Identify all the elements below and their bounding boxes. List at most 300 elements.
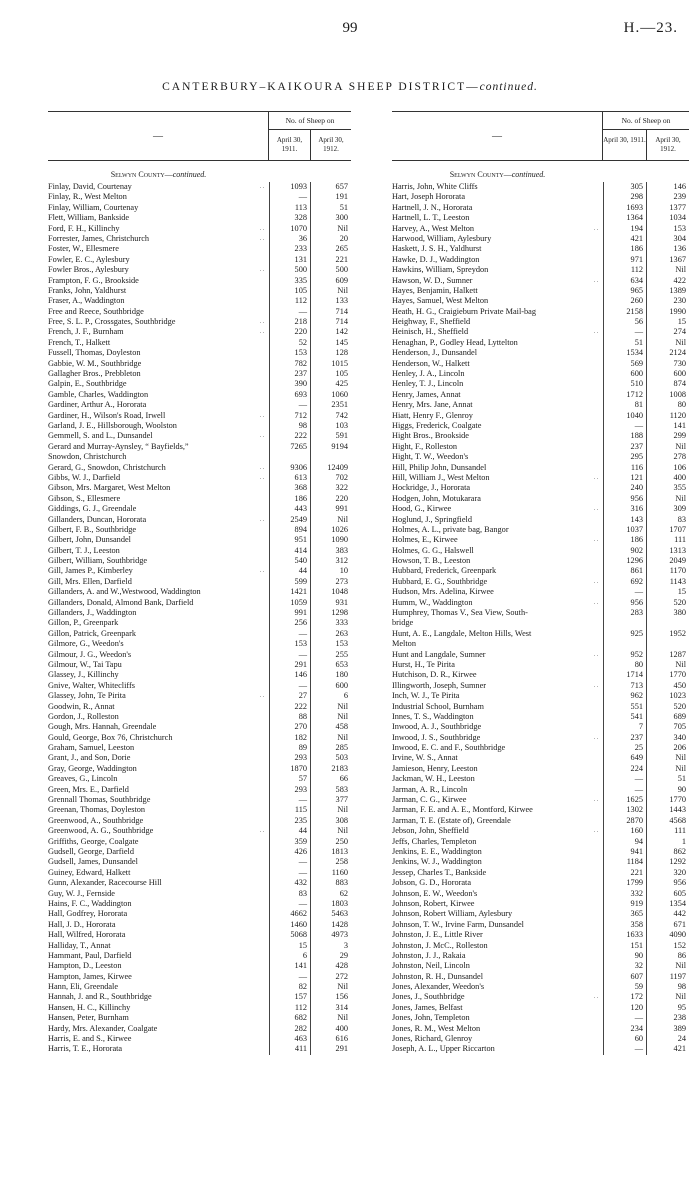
table-row	[48, 390, 351, 400]
sheep-1911: —	[603, 1013, 646, 1023]
table-row	[48, 1013, 351, 1023]
leader-dots	[589, 566, 603, 576]
sheep-1912: 66	[310, 774, 351, 784]
table-row	[48, 452, 351, 462]
sheep-1911: —	[603, 785, 646, 795]
leader-dots	[255, 203, 269, 213]
sheep-1912: 1803	[310, 899, 351, 909]
table-row	[392, 390, 689, 400]
table-row	[392, 577, 689, 587]
table-row	[48, 733, 351, 743]
leader-dots	[255, 452, 269, 462]
entry-name: Hawke, D. J., Waddington	[392, 254, 480, 264]
leader-dots	[589, 411, 603, 421]
sheep-1912: 103	[310, 421, 351, 431]
sheep-1911: 613	[269, 473, 310, 483]
sheep-1911: 80	[603, 660, 646, 670]
sheep-1912: 380	[646, 608, 689, 618]
leader-dots: . .	[593, 578, 599, 585]
sheep-1912: Nil	[310, 1013, 351, 1023]
leader-dots	[255, 442, 269, 452]
sheep-1911: 634	[603, 276, 646, 286]
sheep-1911: 305	[603, 182, 646, 192]
sheep-1912: 702	[310, 473, 351, 483]
sheep-1911: 157	[269, 992, 310, 1002]
sheep-1912: 309	[646, 504, 689, 514]
sheep-1912: 12409	[310, 463, 351, 473]
entry-name: Guiney, Edward, Halkett	[48, 867, 131, 877]
table-header	[392, 111, 689, 161]
leader-dots: . .	[593, 277, 599, 284]
entry-name: Inwood, J. S., Southbridge	[392, 732, 481, 742]
entry-name: Gilmour, J. G., Weedon's	[48, 649, 132, 659]
sheep-1911: 291	[269, 660, 310, 670]
entry-name: Harwood, William, Aylesbury	[392, 233, 492, 243]
entry-name: Johnson, T. W., Irvine Farm, Dunsandel	[392, 919, 524, 929]
table-row	[392, 992, 689, 1002]
leader-dots	[589, 525, 603, 535]
sheep-1912: 1292	[646, 857, 689, 867]
table-row	[392, 265, 689, 275]
entry-name: Joseph, A. L., Upper Riccarton	[392, 1044, 495, 1054]
entry-name: Fussell, Thomas, Doyleston	[48, 348, 141, 358]
sheep-1911: 1625	[603, 795, 646, 805]
entry-name: Industrial School, Burnham	[392, 701, 484, 711]
leader-dots	[255, 899, 269, 909]
entry-name: Goodwin, R., Annat	[48, 701, 115, 711]
leader-dots	[589, 203, 603, 213]
sheep-1912: 322	[310, 483, 351, 493]
sheep-1911: 105	[269, 286, 310, 296]
entry-name: Henderson, J., Dunsandel	[392, 348, 478, 358]
sheep-1912: 238	[646, 1013, 689, 1023]
sheep-1911: 59	[603, 982, 646, 992]
sheep-1911: 222	[269, 431, 310, 441]
leader-dots: . .	[259, 433, 265, 440]
table-row	[48, 1003, 351, 1013]
leader-dots	[589, 265, 603, 275]
leader-dots	[589, 359, 603, 369]
sheep-1911: 260	[603, 296, 646, 306]
entry-name: Gillanders, J., Waddington	[48, 608, 137, 618]
table-row	[48, 556, 351, 566]
entry-name: Free, S. L. P., Crossgates, Southbridge	[48, 317, 176, 327]
sheep-1911: 32	[603, 961, 646, 971]
entry-name: Gardiner, Arthur A., Hororata	[48, 400, 147, 410]
entry-name: Johnson, E. W., Weedon's	[392, 888, 478, 898]
leader-dots	[255, 598, 269, 608]
table-row	[48, 795, 351, 805]
leader-dots	[255, 785, 269, 795]
entry-name: Johnston, J. McC., Rolleston	[392, 940, 488, 950]
sheep-1912: Nil	[646, 494, 689, 504]
sheep-1911: 390	[269, 379, 310, 389]
sheep-1912: Nil	[310, 733, 351, 743]
table-header	[48, 111, 351, 161]
sheep-1911: 295	[603, 452, 646, 462]
sheep-1911: 98	[269, 421, 310, 431]
leader-dots	[589, 847, 603, 857]
entry-name: Hall, J. D., Hororata	[48, 919, 116, 929]
sheep-1911: 1184	[603, 857, 646, 867]
entry-name: Johnston, R. H., Dunsandel	[392, 971, 484, 981]
sheep-1911: 7265	[269, 442, 310, 452]
sheep-1912: 250	[310, 837, 351, 847]
sheep-1912: 206	[646, 743, 689, 753]
table-row	[392, 369, 689, 379]
table-row	[48, 379, 351, 389]
sheep-1912: 600	[646, 369, 689, 379]
entry-name: Heinisch, H., Sheffield	[392, 327, 469, 337]
table-row	[48, 1034, 351, 1044]
sheep-1912: 400	[646, 473, 689, 483]
table-row	[392, 463, 689, 473]
entry-name: Greaves, G., Lincoln	[48, 774, 118, 784]
leader-dots	[255, 795, 269, 805]
sheep-1912: Nil	[646, 338, 689, 348]
sheep-1912: 605	[646, 889, 689, 899]
table-row	[48, 681, 351, 691]
entry-name: Hartnell, J. N., Hororata	[392, 202, 473, 212]
table-row	[392, 286, 689, 296]
entry-name: Jenkins, W. J., Waddington	[392, 857, 482, 867]
entry-name: Fraser, A., Waddington	[48, 296, 125, 306]
sheep-1912: 10	[310, 566, 351, 576]
entry-name: Howson, T. B., Leeston	[392, 556, 471, 566]
table-row	[48, 639, 351, 649]
sheep-1911: 1296	[603, 556, 646, 566]
sheep-1912: 133	[310, 296, 351, 306]
leader-dots	[255, 722, 269, 732]
sheep-1911	[603, 618, 646, 628]
sheep-1912: 1298	[310, 608, 351, 618]
leader-dots	[589, 629, 603, 639]
leader-dots	[589, 691, 603, 701]
leader-dots	[255, 421, 269, 431]
sheep-1911: 1460	[269, 920, 310, 930]
sheep-1911: 121	[603, 473, 646, 483]
leader-dots	[255, 535, 269, 545]
sheep-1912: 520	[646, 702, 689, 712]
table-row	[392, 743, 689, 753]
sheep-1912: 503	[310, 753, 351, 763]
table-row	[48, 857, 351, 867]
leader-dots	[589, 785, 603, 795]
entry-name: Gudsell, George, Darfield	[48, 847, 135, 856]
leader-dots	[589, 1034, 603, 1044]
sheep-1911: 316	[603, 504, 646, 514]
sheep-1911: 894	[269, 525, 310, 535]
leader-dots	[589, 213, 603, 223]
sheep-1911: 172	[603, 992, 646, 1002]
leader-dots	[589, 556, 603, 566]
entry-name: Jarman, A. R., Lincoln	[392, 784, 468, 794]
sheep-1911: 186	[603, 535, 646, 545]
entry-name: Griffiths, George, Coalgate	[48, 836, 139, 846]
entry-name: Henderson, W., Halkett	[392, 358, 470, 368]
table-row	[392, 317, 689, 327]
sheep-1911: 607	[603, 972, 646, 982]
leader-dots	[255, 753, 269, 763]
table-row	[392, 805, 689, 815]
leader-dots	[589, 712, 603, 722]
sheep-1911: 941	[603, 847, 646, 857]
sheep-1911: 120	[603, 1003, 646, 1013]
sheep-1912: 421	[646, 1044, 689, 1054]
sheep-1911: 4662	[269, 909, 310, 919]
sheep-1912: Nil	[310, 982, 351, 992]
sheep-1912: 239	[646, 192, 689, 202]
sheep-1912: 272	[310, 972, 351, 982]
entry-name: Grant, J., and Son, Dorie	[48, 753, 131, 763]
leader-dots: . .	[259, 516, 265, 523]
leader-dots: . .	[593, 506, 599, 513]
leader-dots: . .	[593, 994, 599, 1001]
sheep-1912: 383	[310, 546, 351, 556]
sheep-1912: 15	[646, 587, 689, 597]
sheep-1912: Nil	[310, 712, 351, 722]
entry-name: Harris, E. and S., Kirwee	[48, 1034, 132, 1044]
sheep-1911: —	[603, 327, 646, 337]
entry-name: Harris, T. E., Hororata	[48, 1044, 123, 1054]
table-row	[392, 400, 689, 410]
leader-dots	[255, 1013, 269, 1023]
leader-dots	[589, 889, 603, 899]
leader-dots	[255, 213, 269, 223]
entry-name: Jamieson, Henry, Leeston	[392, 763, 478, 773]
entry-name: Greenwood, A., Southbridge	[48, 815, 144, 825]
table-row	[48, 837, 351, 847]
table-row	[48, 213, 351, 223]
sheep-1912: 616	[310, 1034, 351, 1044]
sheep-1911: 861	[603, 566, 646, 576]
table-row	[392, 868, 689, 878]
sheep-1912: Nil	[646, 660, 689, 670]
sheep-1912: 422	[646, 276, 689, 286]
sheep-1911: 510	[603, 379, 646, 389]
entry-name: Gilmour, W., Tai Tapu	[48, 659, 122, 669]
entry-name: Hannah, J. and R., Southbridge	[48, 992, 152, 1002]
table-row	[392, 338, 689, 348]
sheep-1912: 191	[310, 192, 351, 202]
sheep-1912: 1770	[646, 795, 689, 805]
sheep-1912: 730	[646, 359, 689, 369]
sheep-1912: 1060	[310, 390, 351, 400]
table-row	[48, 816, 351, 826]
sheep-1912: 1389	[646, 286, 689, 296]
sheep-1911: 713	[603, 681, 646, 691]
table-row	[392, 941, 689, 951]
sheep-1912: 86	[646, 951, 689, 961]
table-row	[392, 878, 689, 888]
leader-dots: . .	[259, 329, 265, 336]
sheep-1911: 5068	[269, 930, 310, 940]
sheep-count-header	[268, 112, 351, 160]
table-row	[392, 826, 689, 836]
sheep-1912: 95	[646, 1003, 689, 1013]
sheep-1911: 599	[269, 577, 310, 587]
year-1911-header: April 30, 1911.	[276, 136, 303, 153]
table-row	[392, 442, 689, 452]
sheep-1911: 1693	[603, 203, 646, 213]
sheep-1912: 142	[310, 327, 351, 337]
sheep-1911: 36	[269, 234, 310, 244]
sheep-1911: 952	[603, 650, 646, 660]
table-row	[48, 598, 351, 608]
leader-dots	[255, 733, 269, 743]
entry-name: Hall, Godfrey, Hororata	[48, 909, 128, 919]
entry-name: Gill, Mrs. Ellen, Darfield	[48, 576, 132, 586]
sheep-count-header	[602, 112, 689, 160]
table-row	[392, 255, 689, 265]
sheep-1911: 500	[269, 265, 310, 275]
report-reference: H.—23.	[623, 20, 678, 36]
sheep-1912: 1990	[646, 307, 689, 317]
sheep-1911: 359	[269, 837, 310, 847]
table-row	[48, 847, 351, 857]
leader-dots	[255, 1044, 269, 1054]
sheep-1912: 1034	[646, 213, 689, 223]
table-row	[48, 338, 351, 348]
table-row	[48, 411, 351, 421]
leader-dots	[589, 743, 603, 753]
leader-dots: . .	[593, 651, 599, 658]
sheep-1911: 222	[269, 702, 310, 712]
sheep-1912: 106	[646, 463, 689, 473]
leader-dots	[255, 1034, 269, 1044]
sheep-1911: 270	[269, 722, 310, 732]
leader-dots	[255, 525, 269, 535]
table-row	[48, 504, 351, 514]
sheep-1912: Nil	[310, 515, 351, 525]
sheep-1911: 188	[603, 431, 646, 441]
table-row	[48, 608, 351, 618]
sheep-1911: 182	[269, 733, 310, 743]
sheep-1912: 591	[310, 431, 351, 441]
table-row	[48, 182, 351, 192]
table-row	[392, 681, 689, 691]
sheep-1911: 956	[603, 598, 646, 608]
table-row	[48, 431, 351, 441]
leader-dots	[255, 494, 269, 504]
sheep-1911: —	[269, 650, 310, 660]
entry-name: Harvey, A., West Melton	[392, 223, 475, 233]
leader-dots	[255, 546, 269, 556]
sheep-1912: 425	[310, 379, 351, 389]
leader-dots	[589, 546, 603, 556]
sheep-1912: Nil	[646, 265, 689, 275]
sheep-1912: 742	[310, 411, 351, 421]
table-row	[392, 972, 689, 982]
sheep-1911: 541	[603, 712, 646, 722]
sheep-1912: 657	[310, 182, 351, 192]
sheep-1911: 1070	[269, 224, 310, 234]
entry-name: Foster, W., Ellesmere	[48, 244, 119, 254]
table-row	[392, 670, 689, 680]
sheep-1911: 2549	[269, 515, 310, 525]
table-row	[48, 400, 351, 410]
entry-name: Hampton, D., Leeston	[48, 961, 122, 971]
right-table	[392, 111, 689, 1055]
sheep-1911: 160	[603, 826, 646, 836]
entry-name: Melton	[392, 639, 416, 649]
entry-name: Hodgen, John, Motukarara	[392, 493, 481, 503]
entry-name: Hubbard, Frederick, Greenpark	[392, 566, 497, 576]
table-row	[48, 535, 351, 545]
table-row	[392, 296, 689, 306]
sheep-1912: 291	[310, 1044, 351, 1054]
leader-dots: . .	[593, 682, 599, 689]
sheep-1912: 1367	[646, 255, 689, 265]
sheep-1912: 265	[310, 244, 351, 254]
entry-name: Grennall Thomas, Southbridge	[48, 795, 151, 805]
entry-name: Hall, Wilfred, Hororata	[48, 930, 126, 940]
leader-dots	[255, 909, 269, 919]
year-1912-header: April 30, 1912.	[646, 130, 689, 160]
sheep-1912: 273	[310, 577, 351, 587]
table-row	[392, 857, 689, 867]
table-row	[392, 1024, 689, 1034]
sheep-1911: 328	[269, 213, 310, 223]
sheep-1911: 6	[269, 951, 310, 961]
sheep-1911: 15	[269, 941, 310, 951]
table-row	[392, 1034, 689, 1044]
entry-name: Hawson, W. D., Sumner	[392, 275, 473, 285]
table-row	[392, 234, 689, 244]
sheep-1912: 428	[310, 961, 351, 971]
sheep-1912: 4568	[646, 816, 689, 826]
sheep-1911: 237	[603, 442, 646, 452]
sheep-1912: 500	[310, 265, 351, 275]
sheep-1911: 237	[269, 369, 310, 379]
sheep-1912: 1	[646, 837, 689, 847]
leader-dots	[589, 618, 603, 628]
table-row	[48, 764, 351, 774]
county-continued: continued.	[511, 170, 546, 179]
table-row	[392, 764, 689, 774]
entry-name: Snowdon, Christchurch	[48, 452, 127, 462]
leader-dots	[255, 1024, 269, 1034]
table-row	[392, 535, 689, 545]
entry-name: Gilbert, William, Southbridge	[48, 556, 148, 566]
table-row	[48, 909, 351, 919]
sheep-1912: 340	[646, 733, 689, 743]
sheep-1912: 458	[310, 722, 351, 732]
table-row	[48, 618, 351, 628]
sheep-1912: Nil	[310, 702, 351, 712]
leader-dots: . .	[593, 329, 599, 336]
leader-dots: . .	[259, 225, 265, 232]
sheep-1911	[269, 452, 310, 462]
entry-name: Free and Reece, Southbridge	[48, 306, 144, 316]
page-title	[0, 81, 700, 93]
sheep-1911: 94	[603, 837, 646, 847]
entry-name: Hood, G., Kirwee	[392, 504, 452, 514]
entry-name: Jarman, T. E. (Estate of), Greendale	[392, 815, 511, 825]
sheep-1911: 194	[603, 224, 646, 234]
table-row	[392, 608, 689, 618]
table-row	[392, 920, 689, 930]
entry-name: Gardiner, H., Wilson's Road, Irwell	[48, 410, 166, 420]
table-row	[392, 203, 689, 213]
entry-name: Gould, George, Box 76, Christchurch	[48, 732, 173, 742]
title-continued: continued.	[479, 81, 538, 93]
entry-name: Hutchison, D. R., Kirwee	[392, 670, 477, 680]
sheep-1912: 9194	[310, 442, 351, 452]
table-row	[48, 203, 351, 213]
sheep-1912: 1770	[646, 670, 689, 680]
sheep-1911: 240	[603, 483, 646, 493]
